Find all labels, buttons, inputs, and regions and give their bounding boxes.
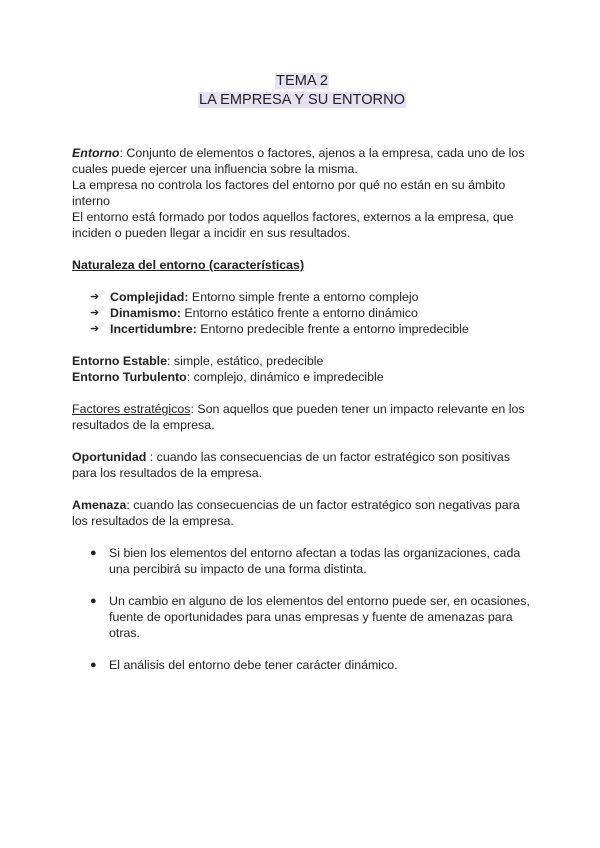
definition-term: Entorno xyxy=(72,146,120,160)
threat-paragraph xyxy=(72,497,532,529)
bullet-list xyxy=(72,545,532,673)
stable-text: : simple, estático, predecible xyxy=(167,354,324,368)
bullet-text: Si bien los elementos del entorno afectan a todas las organizaciones, cada una percibirá su impacto de una forma distinta. xyxy=(109,546,521,576)
opportunity-paragraph xyxy=(72,449,532,481)
strategic-text: : Son aquellos que pueden tener un impacto relevante en los resultados de la empresa. xyxy=(72,402,525,432)
arrow-icon: ➔ xyxy=(90,291,100,303)
bullet-icon: ● xyxy=(90,595,97,607)
title-line-1: TEMA 2 xyxy=(276,73,328,89)
nature-item-text: Entorno predecible frente a entorno impredecible xyxy=(196,322,469,336)
definition-text: : Conjunto de elementos o factores, ajenos a la empresa, cada uno de los cuales puede ejercer una influencia sobre la misma. xyxy=(72,146,525,176)
document-page xyxy=(72,72,532,673)
arrow-icon: ➔ xyxy=(90,323,100,335)
nature-item-text: Entorno estático frente a entorno dinámico xyxy=(180,306,418,320)
definition-line-2: La empresa no controla los factores del entorno por qué no están en su ámbito interno xyxy=(72,178,506,208)
turbulent-label: Entorno Turbulento xyxy=(72,370,187,384)
arrow-icon: ➔ xyxy=(90,307,100,319)
nature-item-label: Dinamismo: xyxy=(110,306,181,320)
turbulent-line xyxy=(72,369,532,385)
list-item xyxy=(72,289,532,305)
bullet-text: El análisis del entorno debe tener carácter dinámico. xyxy=(109,658,398,672)
nature-heading: Naturaleza del entorno (características) xyxy=(72,258,305,272)
nature-item-label: Complejidad: xyxy=(110,290,189,304)
stable-label: Entorno Estable xyxy=(72,354,168,368)
list-item xyxy=(72,657,532,673)
list-item xyxy=(72,593,532,641)
opportunity-text: : cuando las consecuencias de un factor estratégico son positivas para los resultados de la empresa. xyxy=(72,450,511,480)
title-line-2: LA EMPRESA Y SU ENTORNO xyxy=(198,92,405,108)
strategic-paragraph xyxy=(72,401,532,433)
document-title xyxy=(72,72,532,110)
strategic-label: Factores estratégicos xyxy=(72,402,191,416)
list-item xyxy=(72,545,532,577)
opportunity-label: Oportunidad xyxy=(72,450,147,464)
turbulent-text: : complejo, dinámico e impredecible xyxy=(186,370,384,384)
threat-text: : cuando las consecuencias de un factor estratégico son negativas para los resultados de la empresa. xyxy=(72,498,520,528)
nature-item-label: Incertidumbre: xyxy=(110,322,197,336)
definition-paragraph xyxy=(72,145,532,177)
bullet-text: Un cambio en alguno de los elementos del entorno puede ser, en ocasiones, fuente de oportunidades para unas empresas y fuente de amenazas para otras. xyxy=(109,594,530,640)
list-item xyxy=(72,321,532,337)
threat-label: Amenaza xyxy=(72,498,127,512)
stable-line xyxy=(72,353,532,369)
list-item xyxy=(72,305,532,321)
definition-line-3: El entorno está formado por todos aquellos factores, externos a la empresa, que inciden o pueden llegar a incidir en sus resultados. xyxy=(72,210,514,240)
nature-item-text: Entorno simple frente a entorno complejo xyxy=(188,290,419,304)
bullet-icon: ● xyxy=(90,659,97,671)
bullet-icon: ● xyxy=(90,547,97,559)
nature-list xyxy=(72,289,532,337)
